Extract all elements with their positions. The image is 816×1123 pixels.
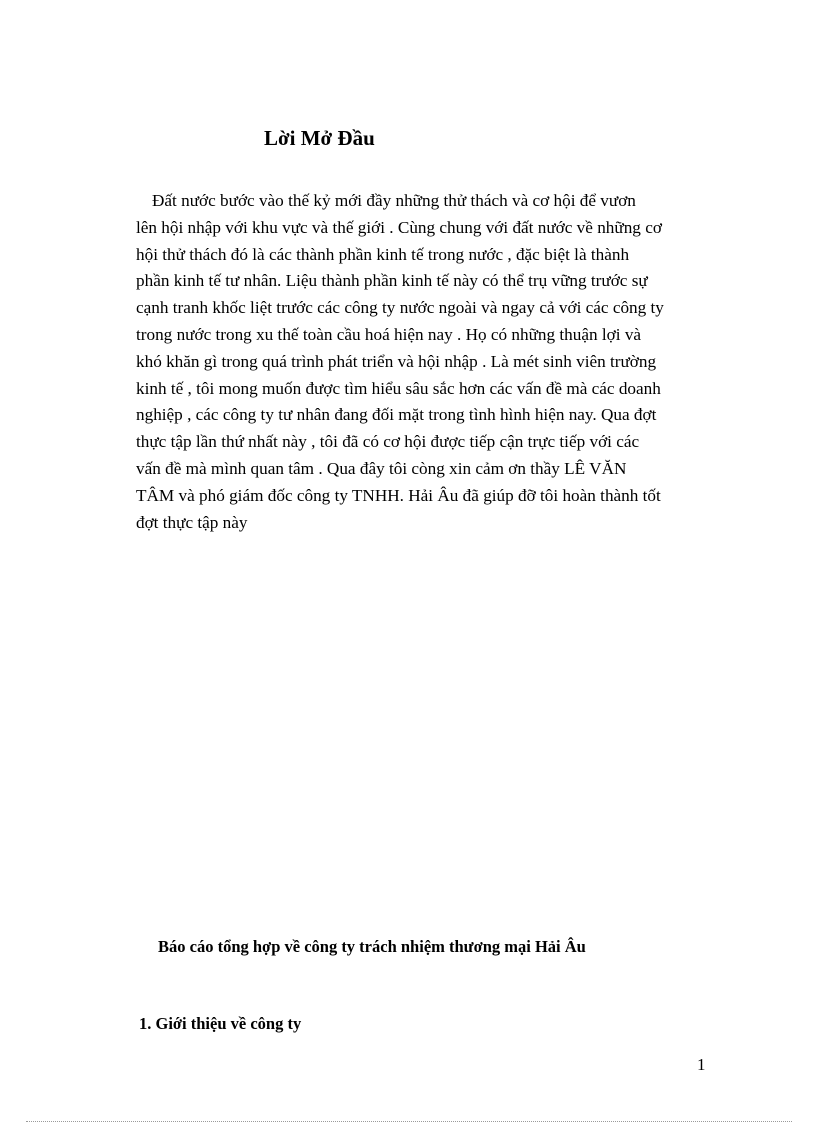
subsection-heading: 1. Giới thiệu về công ty <box>139 1014 302 1033</box>
paragraph-line: hội thử thách đó là các thành phần kinh tế trong nước , đặc biệt là thành <box>136 244 630 264</box>
paragraph-line: vấn đề mà mình quan tâm . Qua đây tôi còng xin cảm ơn thầy LÊ VĂN <box>136 458 627 478</box>
paragraph-line: nghiệp , các công ty tư nhân đang đối mặt trong tình hình hiện nay. Qua đợt <box>136 405 657 425</box>
intro-paragraph <box>136 188 716 536</box>
paragraph-line: trong nước trong xu thế toàn cầu hoá hiện nay . Họ có những thuận lợi và <box>136 324 642 344</box>
document-title: Lời Mở Đầu <box>264 126 375 150</box>
paragraph-line: lên hội nhập với khu vực và thế giới . Cùng chung với đất nước về những cơ <box>136 217 662 237</box>
paragraph-line: phần kinh tế tư nhân. Liệu thành phần kinh tế này có thể trụ vững trước sự <box>136 271 648 291</box>
paragraph-line: khó khăn gì trong quá trình phát triển và hội nhập . Là mét sinh viên trường <box>136 351 657 371</box>
paragraph-line: TÂM và phó giám đốc công ty TNHH. Hải Âu đã giúp đỡ tôi hoàn thành tốt <box>136 485 661 505</box>
paragraph-line: Đất nước bước vào thế kỷ mới đầy những thử thách và cơ hội để vươn <box>152 191 636 210</box>
paragraph-line: cạnh tranh khốc liệt trước các công ty nước ngoài và ngay cả với các công ty <box>136 298 664 318</box>
paragraph-line: thực tập lần thứ nhất này , tôi đã có cơ hội được tiếp cận trực tiếp với các <box>136 432 640 452</box>
section-heading: Báo cáo tổng hợp về công ty trách nhiệm thương mại Hải Âu <box>158 937 586 956</box>
page-number: 1 <box>697 1055 706 1074</box>
paragraph-line: kinh tế , tôi mong muốn được tìm hiểu sâu sắc hơn các vấn đề mà các doanh <box>136 378 661 398</box>
footer-divider <box>26 1121 792 1122</box>
paragraph-line: đợt thực tập này <box>136 512 248 532</box>
